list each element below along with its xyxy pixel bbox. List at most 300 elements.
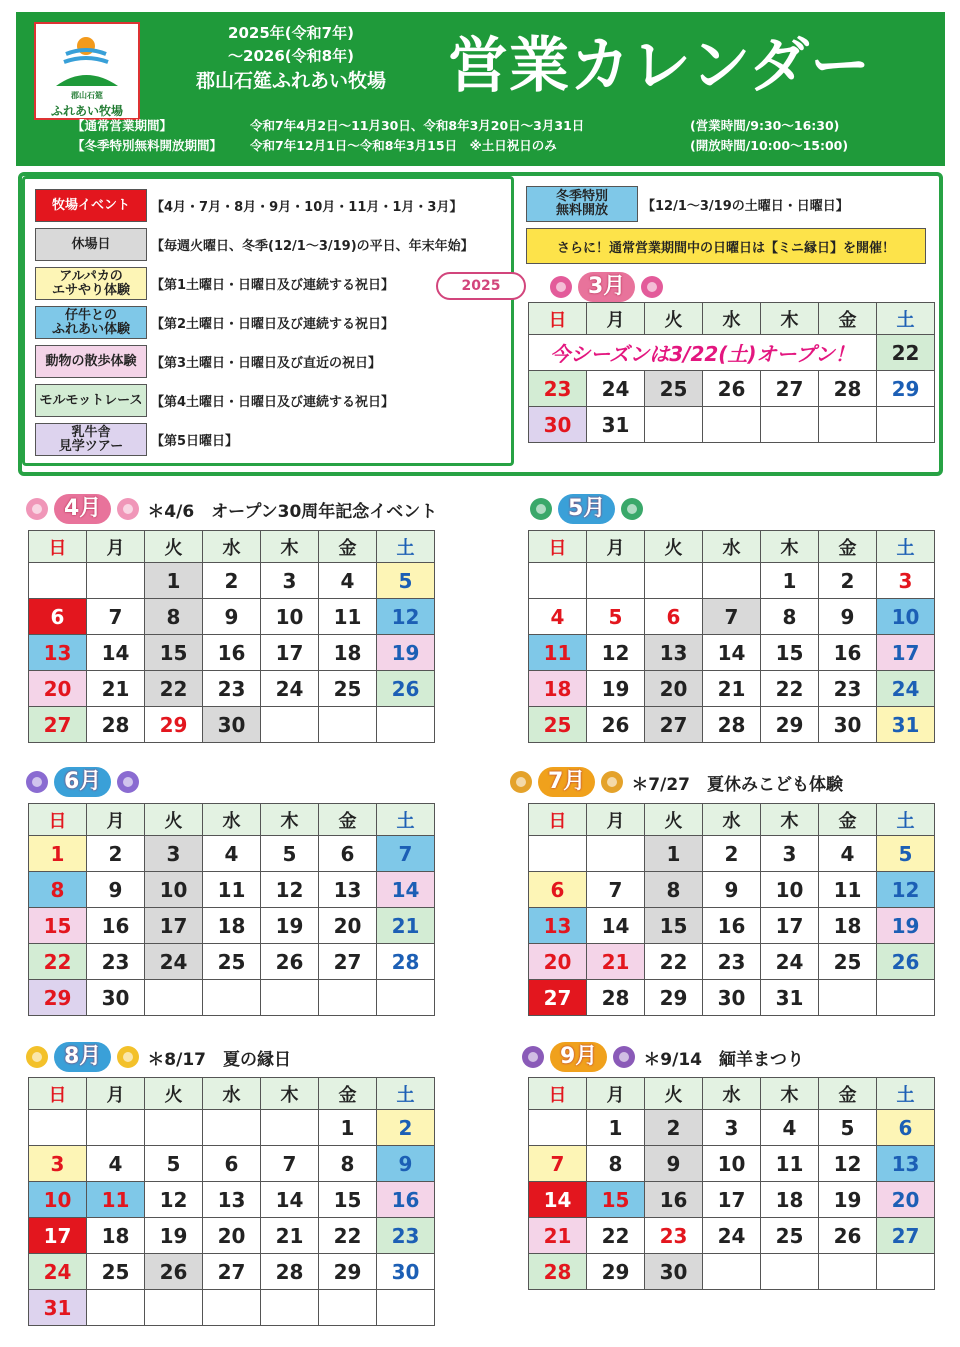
weekday-header: 水 bbox=[203, 531, 261, 563]
day-cell: 13 bbox=[319, 872, 377, 908]
day-cell: 18 bbox=[761, 1182, 819, 1218]
month-title-m8 bbox=[24, 1040, 291, 1074]
day-cell: 8 bbox=[29, 872, 87, 908]
weekday-header: 水 bbox=[703, 303, 761, 335]
day-cell: 26 bbox=[261, 944, 319, 980]
day-cell: 25 bbox=[529, 707, 587, 743]
legend-label: 仔牛との ふれあい体験 bbox=[35, 306, 147, 339]
week-row bbox=[529, 407, 935, 443]
week-row bbox=[29, 1290, 435, 1326]
day-cell bbox=[877, 407, 935, 443]
day-cell: 14 bbox=[377, 872, 435, 908]
weekday-header: 金 bbox=[819, 1078, 877, 1110]
day-cell: 10 bbox=[703, 1146, 761, 1182]
day-cell: 27 bbox=[319, 944, 377, 980]
day-cell: 30 bbox=[377, 1254, 435, 1290]
day-cell: 26 bbox=[819, 1218, 877, 1254]
week-row bbox=[529, 599, 935, 635]
day-cell: 23 bbox=[203, 671, 261, 707]
month-badge: 3月 bbox=[578, 272, 635, 302]
weekday-header: 日 bbox=[529, 804, 587, 836]
day-cell: 7 bbox=[87, 599, 145, 635]
day-cell: 28 bbox=[587, 980, 645, 1016]
day-cell: 29 bbox=[877, 371, 935, 407]
legend-label: モルモットレース bbox=[35, 384, 147, 417]
day-cell bbox=[587, 563, 645, 599]
day-cell: 14 bbox=[87, 635, 145, 671]
day-cell: 27 bbox=[529, 980, 587, 1016]
week-row bbox=[529, 836, 935, 872]
week-row bbox=[529, 1218, 935, 1254]
day-cell: 30 bbox=[819, 707, 877, 743]
month-title-m5 bbox=[528, 492, 645, 526]
header-banner bbox=[16, 12, 945, 166]
legend-label: 牧場イベント bbox=[35, 189, 147, 222]
weekday-header: 水 bbox=[703, 531, 761, 563]
day-cell bbox=[145, 1290, 203, 1326]
day-cell: 13 bbox=[203, 1182, 261, 1218]
day-cell bbox=[29, 1110, 87, 1146]
day-cell: 2 bbox=[819, 563, 877, 599]
weekday-header: 火 bbox=[645, 1078, 703, 1110]
day-cell: 28 bbox=[529, 1254, 587, 1290]
day-cell: 28 bbox=[819, 371, 877, 407]
day-cell bbox=[377, 980, 435, 1016]
day-cell bbox=[819, 407, 877, 443]
day-cell: 22 bbox=[877, 335, 935, 371]
day-cell: 23 bbox=[87, 944, 145, 980]
day-cell: 30 bbox=[645, 1254, 703, 1290]
flower-icon bbox=[24, 496, 50, 522]
day-cell: 25 bbox=[645, 371, 703, 407]
day-cell: 12 bbox=[145, 1182, 203, 1218]
day-cell: 8 bbox=[319, 1146, 377, 1182]
day-cell: 17 bbox=[29, 1218, 87, 1254]
day-cell: 12 bbox=[877, 872, 935, 908]
day-cell: 29 bbox=[29, 980, 87, 1016]
day-cell: 15 bbox=[587, 1182, 645, 1218]
day-cell bbox=[87, 1110, 145, 1146]
weekday-header: 月 bbox=[87, 1078, 145, 1110]
day-cell bbox=[87, 1290, 145, 1326]
day-cell: 26 bbox=[377, 671, 435, 707]
flower-icon bbox=[115, 496, 141, 522]
day-cell: 22 bbox=[145, 671, 203, 707]
day-cell: 5 bbox=[819, 1110, 877, 1146]
month-badge: 9月 bbox=[550, 1042, 607, 1072]
day-cell: 18 bbox=[319, 635, 377, 671]
day-cell: 23 bbox=[703, 944, 761, 980]
day-cell: 24 bbox=[703, 1218, 761, 1254]
flower-icon bbox=[548, 274, 574, 300]
weekday-header: 日 bbox=[29, 804, 87, 836]
day-cell: 12 bbox=[819, 1146, 877, 1182]
day-cell: 25 bbox=[203, 944, 261, 980]
day-cell: 10 bbox=[29, 1182, 87, 1218]
legend-item bbox=[35, 384, 394, 417]
day-cell: 20 bbox=[29, 671, 87, 707]
day-cell bbox=[819, 1254, 877, 1290]
weekday-header: 木 bbox=[761, 1078, 819, 1110]
day-cell: 26 bbox=[145, 1254, 203, 1290]
day-cell: 24 bbox=[145, 944, 203, 980]
day-cell: 27 bbox=[877, 1218, 935, 1254]
day-cell bbox=[261, 980, 319, 1016]
day-cell bbox=[203, 980, 261, 1016]
weekday-header: 日 bbox=[529, 1078, 587, 1110]
day-cell: 17 bbox=[145, 908, 203, 944]
page-title: 営業カレンダー bbox=[448, 31, 872, 101]
day-cell: 25 bbox=[819, 944, 877, 980]
day-cell: 11 bbox=[761, 1146, 819, 1182]
legend-label: アルパカの エサやり体験 bbox=[35, 267, 147, 300]
day-cell: 5 bbox=[261, 836, 319, 872]
day-cell: 7 bbox=[529, 1146, 587, 1182]
day-cell: 14 bbox=[529, 1182, 587, 1218]
legend-item bbox=[35, 267, 394, 300]
week-row bbox=[529, 1182, 935, 1218]
month-title-m3 bbox=[548, 270, 665, 304]
month-badge: 8月 bbox=[54, 1042, 111, 1072]
day-cell: 12 bbox=[377, 599, 435, 635]
day-cell: 3 bbox=[703, 1110, 761, 1146]
weekday-header: 月 bbox=[587, 531, 645, 563]
day-cell: 5 bbox=[587, 599, 645, 635]
legend-desc: 【第1土曜日・日曜日及び連続する祝日】 bbox=[151, 278, 395, 293]
week-row bbox=[529, 980, 935, 1016]
day-cell: 17 bbox=[703, 1182, 761, 1218]
day-cell bbox=[529, 1110, 587, 1146]
day-cell: 29 bbox=[761, 707, 819, 743]
day-cell: 15 bbox=[761, 635, 819, 671]
day-cell: 31 bbox=[761, 980, 819, 1016]
day-cell: 22 bbox=[319, 1218, 377, 1254]
day-cell: 11 bbox=[529, 635, 587, 671]
legend-label: 動物の散歩体験 bbox=[35, 345, 147, 378]
day-cell: 18 bbox=[819, 908, 877, 944]
weekday-header: 水 bbox=[703, 1078, 761, 1110]
weekday-header-row bbox=[529, 531, 935, 563]
weekday-header: 木 bbox=[761, 303, 819, 335]
day-cell: 11 bbox=[203, 872, 261, 908]
day-cell bbox=[587, 836, 645, 872]
day-cell: 22 bbox=[587, 1218, 645, 1254]
day-cell: 3 bbox=[261, 563, 319, 599]
week-row bbox=[29, 980, 435, 1016]
weekday-header: 金 bbox=[819, 804, 877, 836]
day-cell: 11 bbox=[819, 872, 877, 908]
weekday-header: 金 bbox=[819, 531, 877, 563]
day-cell: 7 bbox=[377, 836, 435, 872]
day-cell: 5 bbox=[877, 836, 935, 872]
day-cell: 29 bbox=[587, 1254, 645, 1290]
day-cell: 26 bbox=[703, 371, 761, 407]
day-cell: 25 bbox=[761, 1218, 819, 1254]
flower-icon bbox=[599, 769, 625, 795]
day-cell: 9 bbox=[819, 599, 877, 635]
day-cell: 7 bbox=[587, 872, 645, 908]
weekday-header: 水 bbox=[203, 804, 261, 836]
week-row bbox=[529, 335, 935, 371]
winter-period-dates: 令和7年12月1日～令和8年3月15日 ※土日祝日のみ bbox=[250, 138, 557, 153]
day-cell: 3 bbox=[145, 836, 203, 872]
day-cell: 15 bbox=[319, 1182, 377, 1218]
day-cell: 31 bbox=[587, 407, 645, 443]
day-cell: 8 bbox=[145, 599, 203, 635]
day-cell: 2 bbox=[87, 836, 145, 872]
day-cell bbox=[261, 707, 319, 743]
day-cell: 19 bbox=[377, 635, 435, 671]
day-cell: 9 bbox=[87, 872, 145, 908]
legend-label: 休場日 bbox=[35, 228, 147, 261]
weekday-header: 日 bbox=[29, 1078, 87, 1110]
month-title-m6 bbox=[24, 765, 141, 799]
month-badge: 4月 bbox=[54, 494, 111, 524]
day-cell: 6 bbox=[529, 872, 587, 908]
normal-period-hours: (営業時間/9:30～16:30) bbox=[690, 118, 840, 133]
day-cell: 19 bbox=[261, 908, 319, 944]
day-cell: 7 bbox=[261, 1146, 319, 1182]
day-cell: 1 bbox=[761, 563, 819, 599]
week-row bbox=[29, 872, 435, 908]
mini-ennichi-banner: さらに！通常営業期間中の日曜日は【ミニ縁日】を開催！ bbox=[526, 228, 926, 264]
winter-label: 冬季特別 無料開放 bbox=[526, 186, 638, 222]
weekday-header: 日 bbox=[529, 531, 587, 563]
day-cell: 6 bbox=[645, 599, 703, 635]
month-note: ＊8/17 夏の縁日 bbox=[147, 1049, 292, 1070]
week-row bbox=[529, 635, 935, 671]
day-cell: 22 bbox=[29, 944, 87, 980]
flower-icon bbox=[639, 274, 665, 300]
day-cell bbox=[319, 980, 377, 1016]
day-cell: 17 bbox=[761, 908, 819, 944]
weekday-header: 日 bbox=[29, 531, 87, 563]
day-cell: 4 bbox=[203, 836, 261, 872]
day-cell: 16 bbox=[377, 1182, 435, 1218]
day-cell: 27 bbox=[761, 371, 819, 407]
weekday-header: 土 bbox=[877, 303, 935, 335]
day-cell: 1 bbox=[29, 836, 87, 872]
week-row bbox=[529, 1146, 935, 1182]
week-row bbox=[29, 671, 435, 707]
day-cell: 9 bbox=[645, 1146, 703, 1182]
day-cell: 19 bbox=[819, 1182, 877, 1218]
month-badge: 7月 bbox=[538, 767, 595, 797]
day-cell bbox=[529, 563, 587, 599]
weekday-header-row bbox=[29, 531, 435, 563]
day-cell: 4 bbox=[87, 1146, 145, 1182]
day-cell bbox=[761, 407, 819, 443]
weekday-header-row bbox=[29, 804, 435, 836]
day-cell bbox=[645, 563, 703, 599]
day-cell: 29 bbox=[645, 980, 703, 1016]
day-cell: 10 bbox=[145, 872, 203, 908]
day-cell: 25 bbox=[319, 671, 377, 707]
calendar-m9 bbox=[528, 1077, 935, 1290]
day-cell bbox=[877, 1254, 935, 1290]
day-cell: 3 bbox=[877, 563, 935, 599]
legend-item bbox=[35, 189, 462, 222]
day-cell: 20 bbox=[645, 671, 703, 707]
day-cell: 23 bbox=[645, 1218, 703, 1254]
day-cell: 12 bbox=[261, 872, 319, 908]
weekday-header-row bbox=[529, 804, 935, 836]
day-cell: 2 bbox=[377, 1110, 435, 1146]
day-cell: 14 bbox=[261, 1182, 319, 1218]
day-cell: 27 bbox=[645, 707, 703, 743]
day-cell: 18 bbox=[203, 908, 261, 944]
day-cell: 10 bbox=[877, 599, 935, 635]
farm-name: 郡山石筵ふれあい牧場 bbox=[195, 70, 386, 92]
legend-item bbox=[35, 306, 394, 339]
legend-desc: 【第5日曜日】 bbox=[151, 434, 239, 449]
week-row bbox=[529, 944, 935, 980]
day-cell bbox=[319, 707, 377, 743]
day-cell: 4 bbox=[529, 599, 587, 635]
day-cell: 11 bbox=[87, 1182, 145, 1218]
day-cell: 19 bbox=[145, 1218, 203, 1254]
day-cell bbox=[87, 563, 145, 599]
flower-icon bbox=[611, 1044, 637, 1070]
day-cell: 24 bbox=[29, 1254, 87, 1290]
day-cell: 13 bbox=[29, 635, 87, 671]
day-cell: 3 bbox=[761, 836, 819, 872]
week-row bbox=[529, 563, 935, 599]
normal-period-row bbox=[72, 118, 932, 134]
day-cell: 30 bbox=[87, 980, 145, 1016]
weekday-header: 土 bbox=[877, 1078, 935, 1110]
day-cell: 28 bbox=[703, 707, 761, 743]
day-cell: 13 bbox=[645, 635, 703, 671]
weekday-header: 火 bbox=[645, 531, 703, 563]
weekday-header: 水 bbox=[703, 804, 761, 836]
day-cell: 28 bbox=[87, 707, 145, 743]
day-cell: 28 bbox=[377, 944, 435, 980]
day-cell: 21 bbox=[703, 671, 761, 707]
period-line2: ～2026(令和8年) bbox=[228, 47, 354, 65]
day-cell: 20 bbox=[877, 1182, 935, 1218]
day-cell: 6 bbox=[203, 1146, 261, 1182]
day-cell: 4 bbox=[819, 836, 877, 872]
month-title-m9 bbox=[520, 1040, 804, 1074]
flower-icon bbox=[528, 496, 554, 522]
flower-icon bbox=[24, 769, 50, 795]
day-cell: 6 bbox=[877, 1110, 935, 1146]
weekday-header: 水 bbox=[203, 1078, 261, 1110]
day-cell bbox=[203, 1290, 261, 1326]
month-badge: 5月 bbox=[558, 494, 615, 524]
week-row bbox=[529, 1110, 935, 1146]
legend-desc: 【第4土曜日・日曜日及び連続する祝日】 bbox=[151, 395, 395, 410]
weekday-header: 火 bbox=[645, 303, 703, 335]
day-cell bbox=[645, 407, 703, 443]
legend-desc: 【毎週火曜日、冬季(12/1～3/19)の平日、年末年始】 bbox=[151, 239, 474, 254]
day-cell: 16 bbox=[645, 1182, 703, 1218]
day-cell: 31 bbox=[877, 707, 935, 743]
day-cell: 15 bbox=[645, 908, 703, 944]
day-cell bbox=[319, 1290, 377, 1326]
day-cell: 25 bbox=[87, 1254, 145, 1290]
day-cell: 30 bbox=[529, 407, 587, 443]
weekday-header: 土 bbox=[877, 531, 935, 563]
logo-name-text: ふれあい牧場 bbox=[50, 104, 123, 118]
week-row bbox=[29, 1146, 435, 1182]
day-cell: 21 bbox=[87, 671, 145, 707]
day-cell: 3 bbox=[29, 1146, 87, 1182]
day-cell: 9 bbox=[377, 1146, 435, 1182]
day-cell: 24 bbox=[587, 371, 645, 407]
day-cell: 6 bbox=[319, 836, 377, 872]
weekday-header: 金 bbox=[319, 531, 377, 563]
weekday-header: 日 bbox=[529, 303, 587, 335]
day-cell: 30 bbox=[203, 707, 261, 743]
month-title-m4 bbox=[24, 492, 437, 526]
weekday-header: 土 bbox=[377, 531, 435, 563]
day-cell: 2 bbox=[703, 836, 761, 872]
day-cell: 15 bbox=[145, 635, 203, 671]
weekday-header-row bbox=[29, 1078, 435, 1110]
day-cell: 16 bbox=[819, 635, 877, 671]
normal-period-dates: 令和7年4月2日～11月30日、令和8年3月20日～3月31日 bbox=[250, 118, 585, 133]
day-cell bbox=[703, 407, 761, 443]
day-cell: 20 bbox=[203, 1218, 261, 1254]
day-cell: 24 bbox=[761, 944, 819, 980]
legend-item bbox=[35, 228, 474, 261]
day-cell: 17 bbox=[261, 635, 319, 671]
farm-logo bbox=[34, 22, 140, 120]
weekday-header: 月 bbox=[87, 531, 145, 563]
day-cell: 13 bbox=[529, 908, 587, 944]
winter-period-hours: (開放時間/10:00～15:00) bbox=[690, 138, 849, 153]
day-cell: 23 bbox=[377, 1218, 435, 1254]
day-cell: 10 bbox=[761, 872, 819, 908]
day-cell: 21 bbox=[261, 1218, 319, 1254]
winter-desc: 【12/1～3/19の土曜日・日曜日】 bbox=[642, 198, 849, 214]
day-cell: 11 bbox=[319, 599, 377, 635]
legend-item bbox=[35, 423, 238, 456]
weekday-header: 火 bbox=[645, 804, 703, 836]
day-cell: 19 bbox=[877, 908, 935, 944]
day-cell: 7 bbox=[703, 599, 761, 635]
calendar-m5 bbox=[528, 530, 935, 743]
weekday-header: 木 bbox=[261, 1078, 319, 1110]
weekday-header: 木 bbox=[761, 531, 819, 563]
calendar-m3 bbox=[528, 302, 935, 443]
week-row bbox=[29, 1182, 435, 1218]
day-cell: 6 bbox=[29, 599, 87, 635]
day-cell: 18 bbox=[87, 1218, 145, 1254]
month-note: ＊7/27 夏休みこども体験 bbox=[631, 774, 844, 795]
week-row bbox=[529, 872, 935, 908]
day-cell bbox=[377, 1290, 435, 1326]
week-row bbox=[529, 671, 935, 707]
day-cell: 15 bbox=[29, 908, 87, 944]
weekday-header: 木 bbox=[261, 804, 319, 836]
calendar-m4 bbox=[28, 530, 435, 743]
winter-period-row bbox=[72, 138, 932, 154]
day-cell: 5 bbox=[377, 563, 435, 599]
day-cell: 31 bbox=[29, 1290, 87, 1326]
day-cell: 9 bbox=[203, 599, 261, 635]
day-cell: 1 bbox=[319, 1110, 377, 1146]
day-cell bbox=[145, 1110, 203, 1146]
weekday-header: 金 bbox=[319, 1078, 377, 1110]
winter-legend bbox=[526, 186, 849, 222]
day-cell: 23 bbox=[819, 671, 877, 707]
day-cell bbox=[261, 1290, 319, 1326]
weekday-header: 金 bbox=[819, 303, 877, 335]
week-row bbox=[529, 707, 935, 743]
